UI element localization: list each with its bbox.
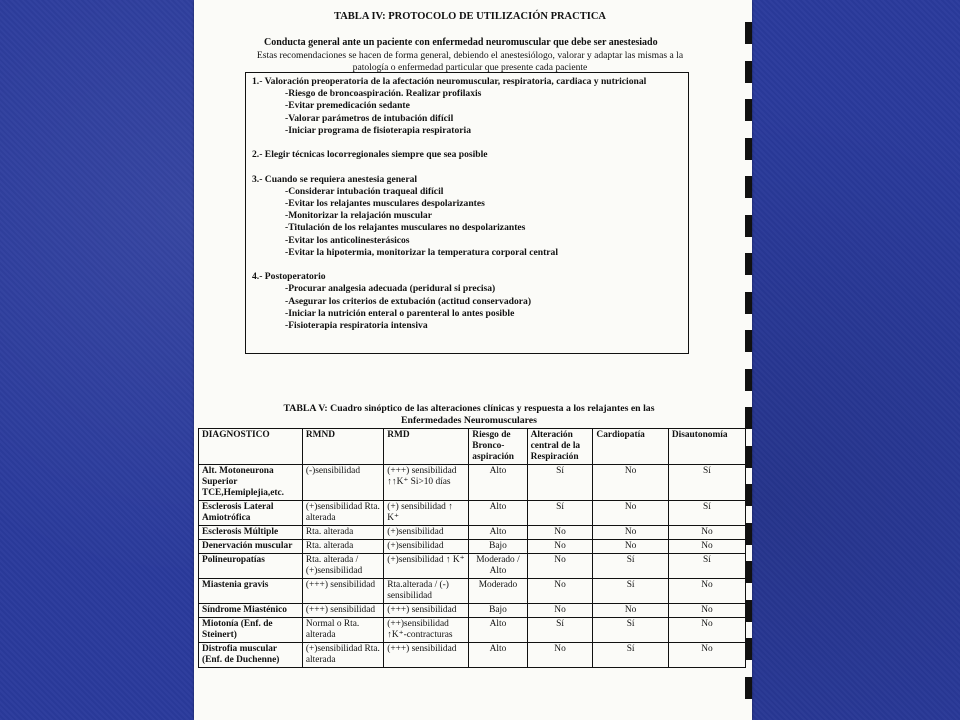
protocol-section-heading: 2.- Elegir técnicas locorregionales siempre que sea posible <box>252 149 488 161</box>
table-v-header-cell: Disautonomía <box>668 429 745 465</box>
protocol-item: -Considerar intubación traqueal difícil <box>285 185 444 197</box>
table-cell: No <box>668 579 745 604</box>
table-cell: No <box>527 643 593 668</box>
table-row <box>199 643 746 668</box>
table-cell: No <box>527 526 593 540</box>
table-cell: (+)sensibilidad ↑ K⁺ <box>384 554 469 579</box>
table-cell: Moderado <box>469 579 527 604</box>
table-cell: Sí <box>593 579 668 604</box>
table-cell: No <box>668 604 745 618</box>
table-cell: Sí <box>668 554 745 579</box>
table-cell: (+)sensibilidad <box>384 526 469 540</box>
table-v-header-cell: Alteración central de la Respiración <box>527 429 593 465</box>
diagnosis-cell: Miastenia gravis <box>199 579 303 604</box>
table-cell: Rta. alterada / (+)sensibilidad <box>302 554 383 579</box>
table-row <box>199 501 746 526</box>
table-cell: No <box>527 604 593 618</box>
table-cell: Alto <box>469 643 527 668</box>
diagnosis-cell: Miotonía (Enf. de Steinert) <box>199 618 303 643</box>
table-cell: No <box>668 540 745 554</box>
diagnosis-cell: Alt. Motoneurona Superior TCE,Hemiplejia,etc. <box>199 465 303 501</box>
table-cell: No <box>593 540 668 554</box>
table-cell: (+++) sensibilidad <box>384 604 469 618</box>
table-iv-subtitle: Conducta general ante un paciente con enfermedad neuromuscular que debe ser anestesiado <box>264 37 658 48</box>
table-row <box>199 526 746 540</box>
table-cell: (+++) sensibilidad <box>302 604 383 618</box>
binding-hole <box>745 446 752 468</box>
binding-hole <box>745 61 752 83</box>
table-cell: Sí <box>593 643 668 668</box>
protocol-item: -Fisioterapia respiratoria intensiva <box>285 320 428 332</box>
table-cell: Sí <box>593 554 668 579</box>
binding-hole <box>745 369 752 391</box>
diagnosis-cell: Denervación muscular <box>199 540 303 554</box>
protocol-item: -Evitar la hipotermia, monitorizar la temperatura corporal central <box>285 246 559 258</box>
table-iv-intro: Estas recomendaciones se hacen de forma general, debiendo el anestesiólogo, valorar y adaptar las mismas a la patología o enfermedad particular que presente cada paciente <box>256 50 684 73</box>
table-cell: Sí <box>668 501 745 526</box>
table-v-header-cell: Cardiopatía <box>593 429 668 465</box>
table-cell: No <box>593 465 668 501</box>
protocol-item: -Asegurar los criterios de extubación (actitud conservadora) <box>285 295 532 307</box>
table-v-header-cell: RMD <box>384 429 469 465</box>
binding-hole <box>745 138 752 160</box>
table-cell: No <box>668 643 745 668</box>
binding-hole <box>745 99 752 121</box>
table-iv-title: TABLA IV: PROTOCOLO DE UTILIZACIÓN PRACTICA <box>334 11 606 22</box>
table-cell: Alto <box>469 618 527 643</box>
table-cell: Alto <box>469 501 527 526</box>
diagnosis-cell: Esclerosis Lateral Amiotrófica <box>199 501 303 526</box>
protocol-item: -Monitorizar la relajación muscular <box>285 210 432 222</box>
table-cell: (-)sensibilidad <box>302 465 383 501</box>
binding-hole <box>745 215 752 237</box>
table-v <box>198 428 746 668</box>
protocol-section-heading: 1.- Valoración preoperatoria de la afectación neuromuscular, respiratoria, cardiaca y nutricional <box>252 76 647 87</box>
table-cell: Rta.alterada / (-) sensibilidad <box>384 579 469 604</box>
binding-hole <box>745 677 752 699</box>
table-cell: (+++) sensibilidad <box>384 643 469 668</box>
binding-hole <box>745 484 752 506</box>
table-cell: No <box>593 604 668 618</box>
protocol-item: -Evitar los relajantes musculares despolarizantes <box>285 198 485 209</box>
table-cell: (++)sensibilidad ↑K⁺-contracturas <box>384 618 469 643</box>
protocol-content <box>252 76 682 332</box>
binding-hole <box>745 22 752 44</box>
table-v-header-cell: Riesgo de Bronco-aspiración <box>469 429 527 465</box>
protocol-item: -Iniciar programa de fisioterapia respiratoria <box>285 124 471 136</box>
table-cell: Sí <box>593 618 668 643</box>
table-row <box>199 554 746 579</box>
diagnosis-cell: Esclerosis Múltiple <box>199 526 303 540</box>
protocol-item: -Iniciar la nutrición enteral o parenteral lo antes posible <box>285 307 515 319</box>
binding-hole <box>745 253 752 275</box>
table-row <box>199 465 746 501</box>
table-cell: (+)sensibilidad <box>384 540 469 554</box>
table-cell: No <box>527 540 593 554</box>
table-cell: (+)sensibilidad Rta. alterada <box>302 643 383 668</box>
table-cell: Bajo <box>469 540 527 554</box>
table-cell: Alto <box>469 526 527 540</box>
table-cell: Rta. alterada <box>302 540 383 554</box>
protocol-item: -Evitar los anticolinesterásicos <box>285 234 410 246</box>
protocol-item: -Riesgo de broncoaspiración. Realizar profilaxis <box>285 88 482 100</box>
binding-hole <box>745 176 752 198</box>
binding-hole <box>745 523 752 545</box>
table-cell: No <box>593 501 668 526</box>
table-cell: Sí <box>527 618 593 643</box>
diagnosis-cell: Polineuropatías <box>199 554 303 579</box>
table-cell: Alto <box>469 465 527 501</box>
binding-hole <box>745 600 752 622</box>
table-v-body <box>199 465 746 668</box>
protocol-item: -Procurar analgesia adecuada (peridural si precisa) <box>285 283 496 295</box>
table-cell: Sí <box>527 465 593 501</box>
table-v-header-cell: RMND <box>302 429 383 465</box>
table-cell: (+++) sensibilidad <box>302 579 383 604</box>
table-v-header-cell: DIAGNOSTICO <box>199 429 303 465</box>
table-cell: No <box>527 579 593 604</box>
table-cell: No <box>668 526 745 540</box>
table-cell: (+) sensibilidad ↑ K⁺ <box>384 501 469 526</box>
table-cell: (+++) sensibilidad ↑↑K⁺ Si>10 días <box>384 465 469 501</box>
table-cell: Sí <box>527 501 593 526</box>
table-v-title: TABLA V: Cuadro sinóptico de las alteraciones clínicas y respuesta a los relajantes en las Enfermedades Neuromusculares <box>283 403 655 426</box>
binding-hole <box>745 292 752 314</box>
protocol-item: -Evitar premedicación sedante <box>285 100 410 112</box>
protocol-section-heading: 4.- Postoperatorio <box>252 271 326 283</box>
table-row <box>199 579 746 604</box>
binding-hole <box>745 407 752 429</box>
binding-hole <box>745 638 752 660</box>
table-cell: Bajo <box>469 604 527 618</box>
binding-hole <box>745 330 752 352</box>
table-cell: Normal o Rta. alterada <box>302 618 383 643</box>
table-row <box>199 618 746 643</box>
table-v-header-row <box>199 429 746 465</box>
table-row <box>199 540 746 554</box>
diagnosis-cell: Distrofia muscular (Enf. de Duchenne) <box>199 643 303 668</box>
table-cell: Moderado / Alto <box>469 554 527 579</box>
table-row <box>199 604 746 618</box>
protocol-section-heading: 3.- Cuando se requiera anestesia general <box>252 173 418 185</box>
table-cell: No <box>593 526 668 540</box>
table-cell: No <box>527 554 593 579</box>
diagnosis-cell: Síndrome Miasténico <box>199 604 303 618</box>
table-cell: Rta. alterada <box>302 526 383 540</box>
protocol-item: -Titulación de los relajantes musculares no despolarizantes <box>285 222 526 234</box>
table-cell: Sí <box>668 465 745 501</box>
table-cell: No <box>668 618 745 643</box>
binding-hole <box>745 561 752 583</box>
table-cell: (+)sensibilidad Rta. alterada <box>302 501 383 526</box>
protocol-item: -Valorar parámetros de intubación difícil <box>285 112 454 124</box>
